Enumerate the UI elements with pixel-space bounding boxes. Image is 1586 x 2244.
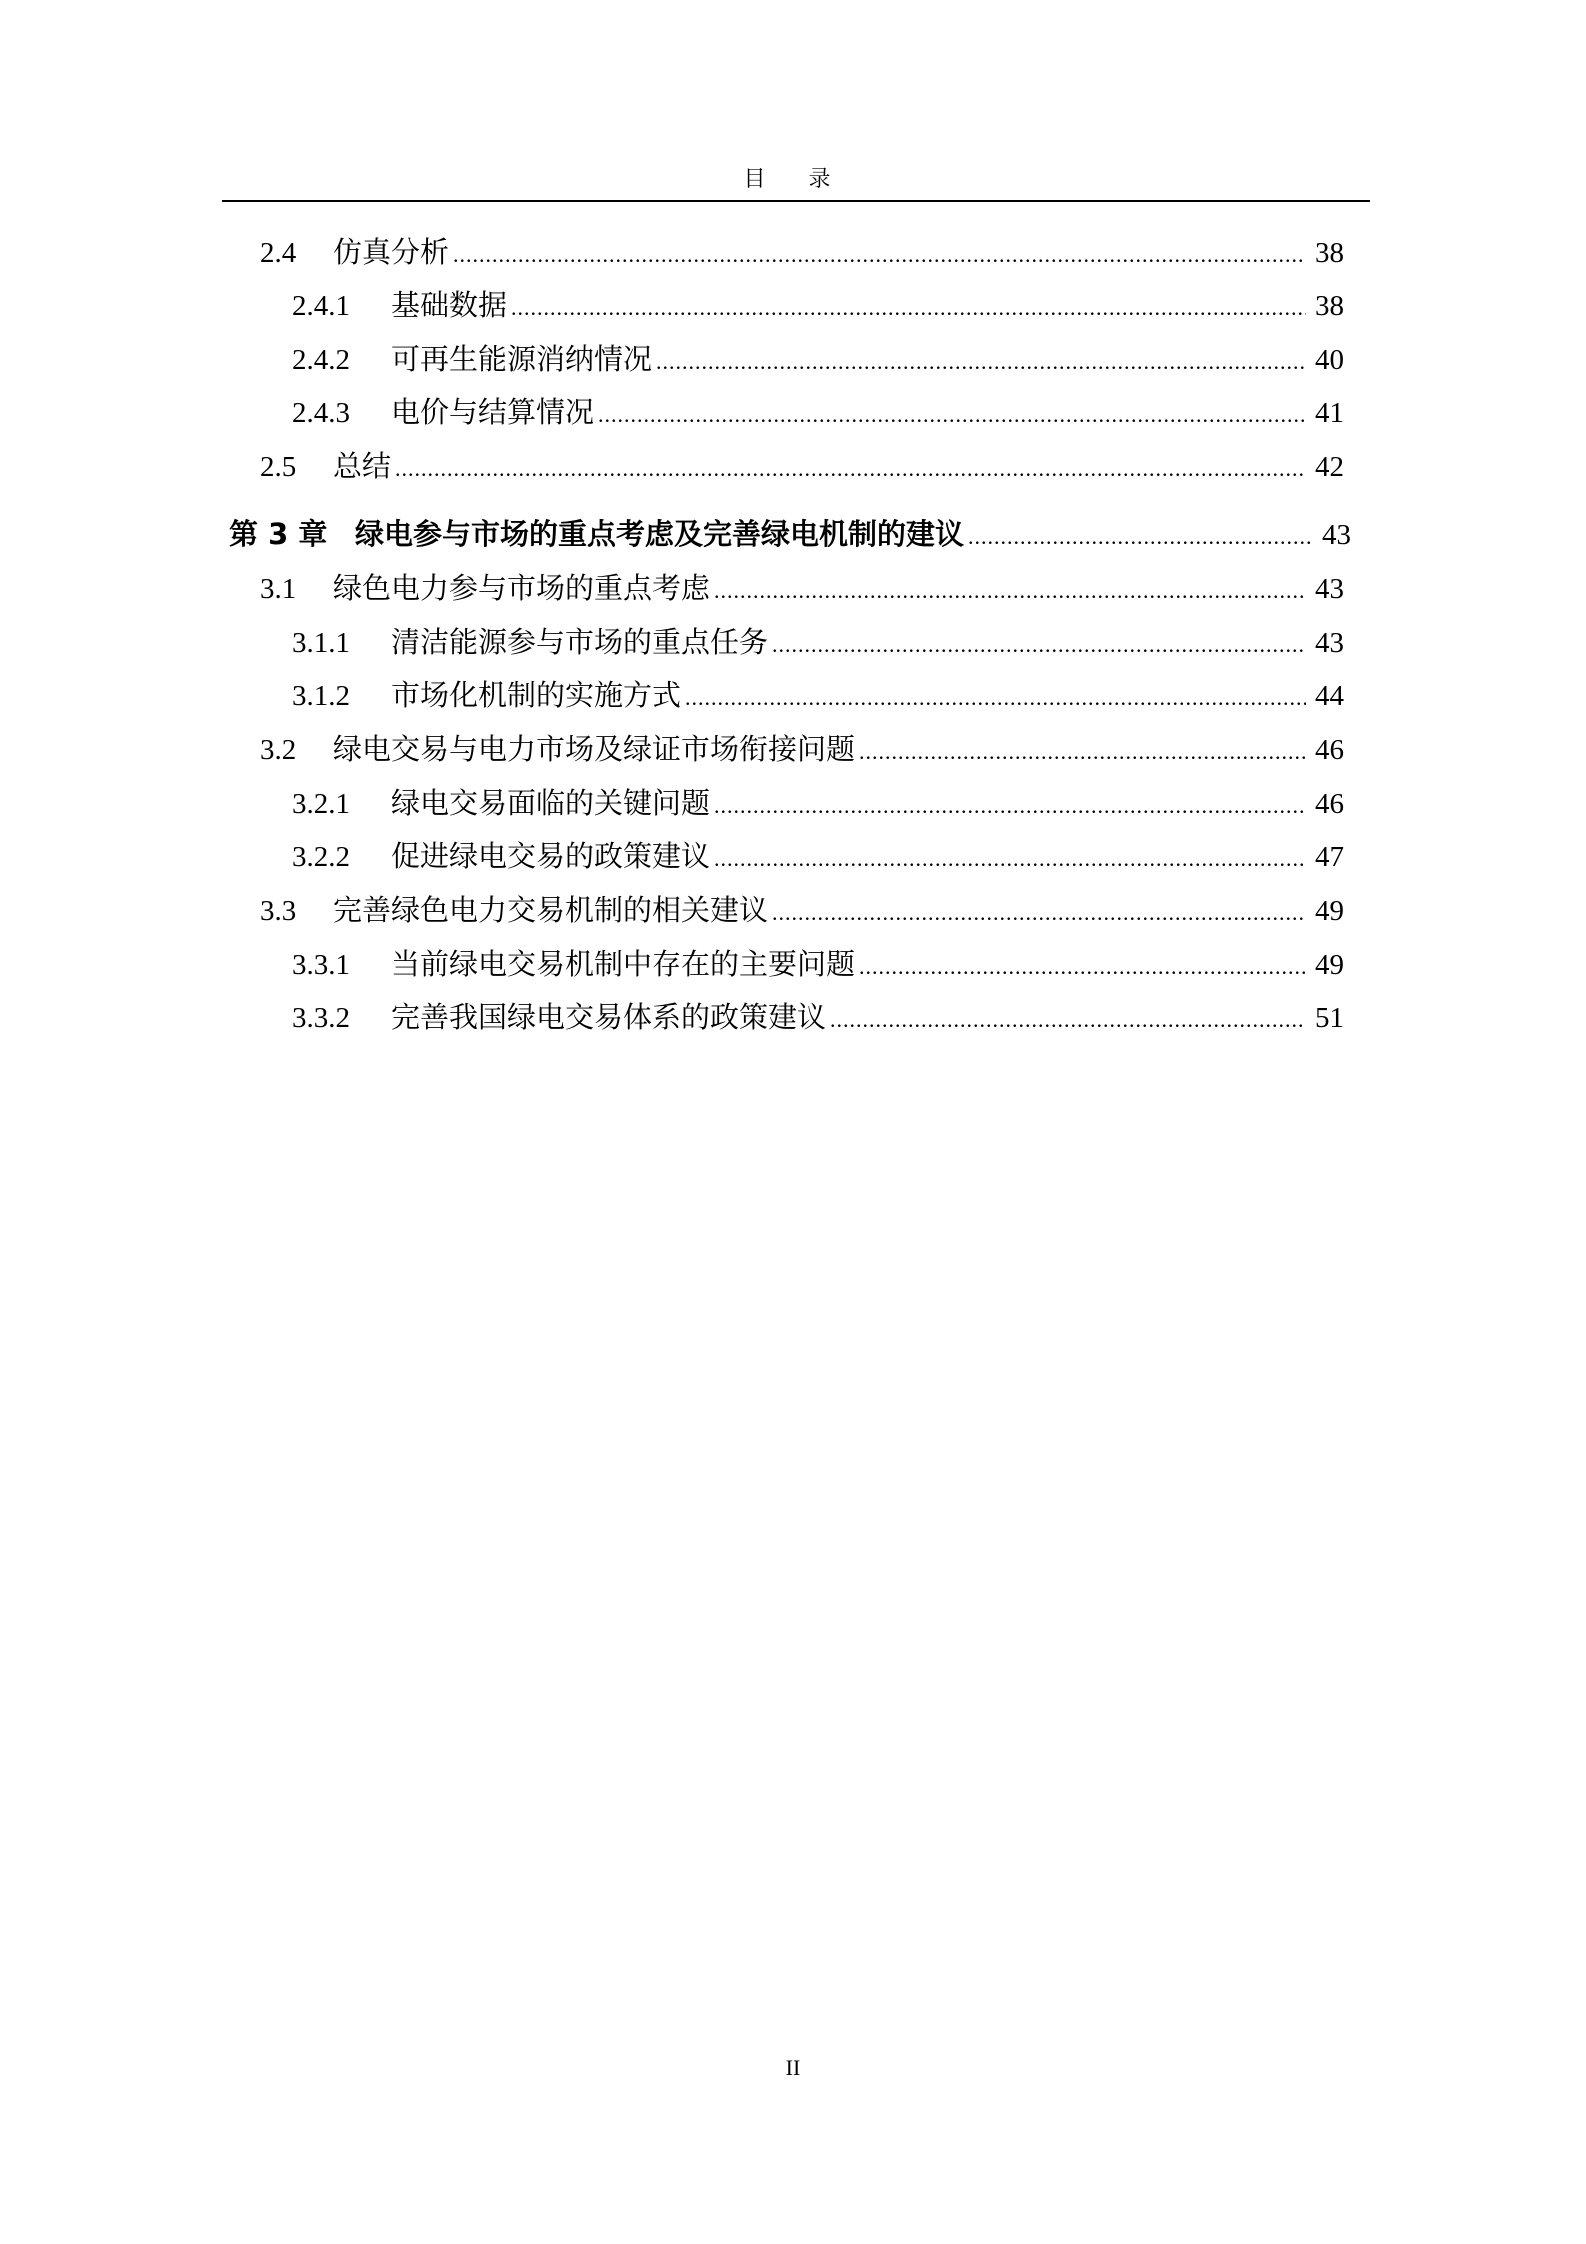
dot-leader — [598, 395, 1306, 435]
toc-entry[interactable] — [222, 729, 1344, 769]
toc-entry-page: 41 — [1315, 397, 1344, 429]
toc-entry[interactable] — [222, 392, 1344, 432]
dot-leader — [968, 517, 1313, 557]
toc-chapter-entry[interactable] — [222, 514, 1351, 554]
toc-entry-page: 43 — [1315, 627, 1344, 659]
dot-leader — [395, 449, 1306, 489]
toc-entry[interactable] — [222, 622, 1344, 662]
toc-entry-page: 40 — [1315, 344, 1344, 376]
dot-leader — [859, 947, 1306, 987]
toc-entry-number: 2.5 — [260, 451, 297, 483]
toc-entry[interactable] — [222, 997, 1344, 1037]
toc-chapter-title: 绿电参与市场的重点考虑及完善绿电机制的建议 — [355, 517, 965, 551]
dot-leader — [830, 1000, 1306, 1040]
toc-entry-title: 促进绿电交易的政策建议 — [391, 839, 711, 873]
toc-entry-page: 46 — [1315, 734, 1344, 766]
toc-entry[interactable] — [222, 446, 1344, 486]
toc-entry-title: 总结 — [333, 449, 392, 483]
toc-entry[interactable] — [222, 339, 1344, 379]
dot-leader — [453, 235, 1306, 275]
toc-entry-title: 完善绿色电力交易机制的相关建议 — [333, 893, 769, 927]
toc-entry-title: 当前绿电交易机制中存在的主要问题 — [391, 947, 856, 981]
toc-entry-title: 绿电交易面临的关键问题 — [391, 786, 711, 820]
toc-entry-number: 3.2.2 — [292, 841, 350, 873]
toc-entry-page: 46 — [1315, 788, 1344, 820]
toc-entry[interactable] — [222, 568, 1344, 608]
toc-entry-page: 47 — [1315, 841, 1344, 873]
header-rule — [222, 200, 1370, 202]
toc-entry-title: 绿色电力参与市场的重点考虑 — [333, 571, 711, 605]
toc-entry-number: 2.4.3 — [292, 397, 350, 429]
toc-entry[interactable] — [222, 285, 1344, 325]
toc-entry-page: 49 — [1315, 949, 1344, 981]
toc-entry-title: 清洁能源参与市场的重点任务 — [391, 625, 769, 659]
toc-entry-number: 3.1.1 — [292, 627, 350, 659]
toc-entry-number: 3.3.1 — [292, 949, 350, 981]
toc-entry-title: 市场化机制的实施方式 — [391, 678, 682, 712]
dot-leader — [772, 625, 1306, 665]
toc-entry-page: 51 — [1315, 1002, 1344, 1034]
toc-entry-title: 可再生能源消纳情况 — [391, 342, 653, 376]
dot-leader — [714, 786, 1306, 826]
dot-leader — [714, 571, 1306, 611]
toc-entry-number: 3.2.1 — [292, 788, 350, 820]
dot-leader — [714, 839, 1306, 879]
toc-entry[interactable] — [222, 675, 1344, 715]
toc-entry-page: 43 — [1315, 573, 1344, 605]
toc-chapter-number: 第 3 章 — [229, 517, 328, 551]
toc-entry-title: 基础数据 — [391, 288, 508, 322]
dot-leader — [656, 342, 1306, 382]
dot-leader — [859, 732, 1306, 772]
toc-entry-number: 3.3.2 — [292, 1002, 350, 1034]
toc-entry-page: 49 — [1315, 895, 1344, 927]
toc-entry-page: 38 — [1315, 237, 1344, 269]
dot-leader — [772, 893, 1306, 933]
toc-entry-title: 电价与结算情况 — [391, 395, 595, 429]
toc-entry[interactable] — [222, 783, 1344, 823]
toc-entry-number: 2.4 — [260, 237, 297, 269]
toc-entry-page: 38 — [1315, 290, 1344, 322]
toc-entry[interactable] — [222, 232, 1344, 272]
dot-leader — [685, 678, 1306, 718]
toc-entry[interactable] — [222, 944, 1344, 984]
toc-entry-title: 仿真分析 — [333, 235, 450, 269]
toc-entry-page: 43 — [1322, 519, 1351, 551]
toc-entry[interactable] — [222, 836, 1344, 876]
toc-entry[interactable] — [222, 890, 1344, 930]
toc-entry-page: 44 — [1315, 680, 1344, 712]
running-header-title: 目 录 — [743, 167, 849, 192]
dot-leader — [511, 288, 1306, 328]
toc-entry-number: 3.1 — [260, 573, 297, 605]
toc-entry-number: 3.2 — [260, 734, 297, 766]
toc-entry-title: 完善我国绿电交易体系的政策建议 — [391, 1000, 827, 1034]
toc-entry-number: 2.4.1 — [292, 290, 350, 322]
toc-entry-number: 3.1.2 — [292, 680, 350, 712]
toc-entry-page: 42 — [1315, 451, 1344, 483]
toc-entry-number: 2.4.2 — [292, 344, 350, 376]
toc-entry-title: 绿电交易与电力市场及绿证市场衔接问题 — [333, 732, 856, 766]
page-number: II — [785, 2055, 801, 2080]
toc-entry-number: 3.3 — [260, 895, 297, 927]
